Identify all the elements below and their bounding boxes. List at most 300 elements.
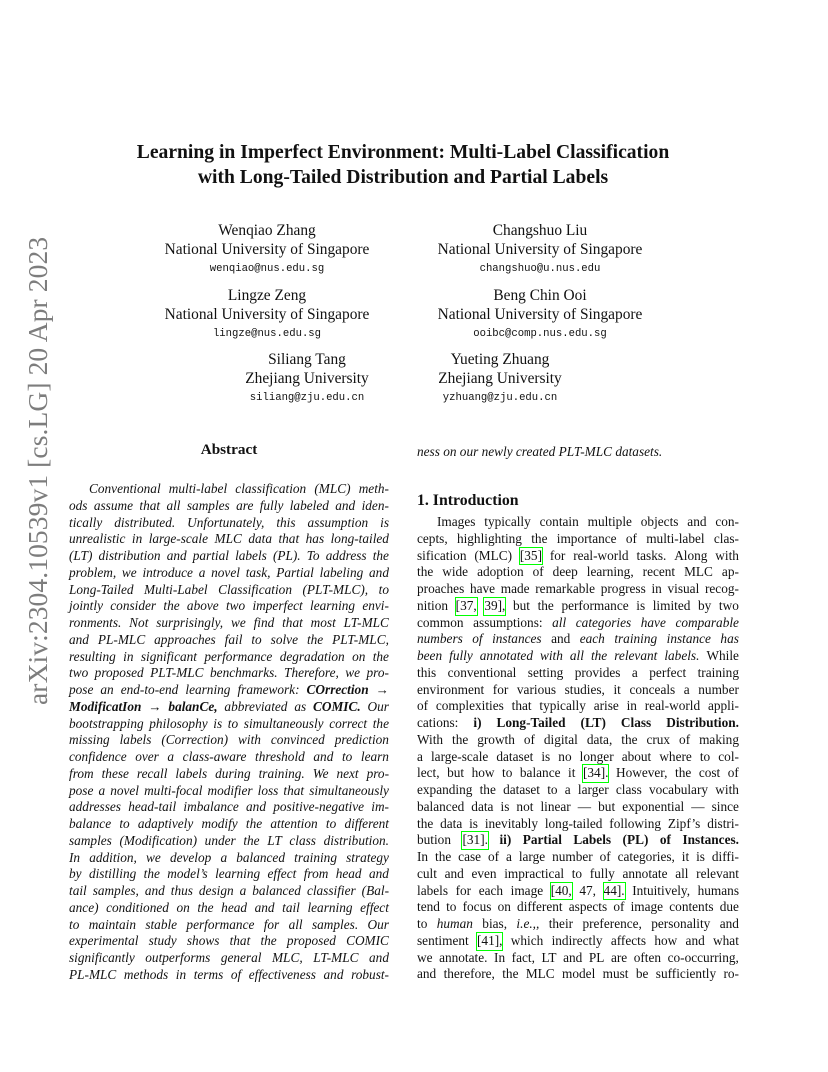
- word: provides: [574, 664, 621, 680]
- author-block: [152, 221, 382, 276]
- word: be: [635, 966, 649, 982]
- intro-line: [417, 799, 739, 816]
- word: growth: [477, 731, 515, 747]
- word: and: [368, 866, 389, 882]
- word: is: [541, 748, 551, 764]
- word: visual: [667, 581, 700, 596]
- author-affiliation: Zhejiang University: [245, 370, 369, 387]
- author-email[interactable]: wenqiao@nus.edu.sg: [209, 263, 325, 275]
- word: the: [245, 816, 263, 831]
- word: even: [471, 865, 497, 881]
- word: Our: [367, 698, 389, 714]
- word: case: [458, 849, 482, 864]
- word: (MLC): [474, 547, 512, 563]
- word: conditioned: [106, 899, 169, 915]
- word: thus: [170, 883, 193, 898]
- word: the: [502, 966, 519, 982]
- intro-line: [417, 581, 739, 598]
- word: Conventional: [89, 481, 161, 496]
- word: digital: [543, 731, 578, 747]
- abstract-line: [69, 582, 389, 599]
- word: imbalance: [183, 799, 239, 815]
- word: has: [305, 531, 325, 547]
- word: in: [175, 966, 187, 982]
- citation-link[interactable]: 44].: [603, 882, 625, 898]
- intro-line: [417, 715, 739, 732]
- word: two: [225, 598, 246, 614]
- word: made: [500, 581, 530, 596]
- word: how: [654, 932, 678, 948]
- word: typically: [539, 698, 586, 714]
- word: large-scale: [148, 531, 209, 547]
- word: the: [243, 832, 260, 848]
- abstract-line: [417, 444, 739, 461]
- word: complexities: [435, 698, 504, 714]
- word: Instances.: [682, 832, 739, 848]
- word: to: [547, 782, 558, 797]
- word: appli-: [707, 698, 739, 714]
- word: two: [718, 597, 739, 613]
- word: task,: [245, 564, 271, 580]
- word: labels: [417, 882, 449, 898]
- word: (Modification): [119, 832, 198, 848]
- word: of: [230, 966, 242, 982]
- word: recog-: [704, 581, 739, 596]
- word: ModificatIon: [69, 698, 142, 714]
- word: learning: [215, 866, 261, 882]
- author-affiliation: National University of Singapore: [164, 306, 370, 323]
- abstract-line: [69, 917, 389, 934]
- word: end-to-end: [120, 682, 179, 697]
- author-name: Wenqiao Zhang: [218, 222, 316, 239]
- word: in: [651, 581, 662, 596]
- word: during: [215, 765, 251, 781]
- word: (LT): [580, 715, 606, 730]
- word: we: [146, 849, 161, 865]
- word: annotate: [622, 865, 668, 881]
- word: all: [552, 614, 567, 630]
- word: terms: [193, 966, 224, 982]
- author-block: [425, 350, 575, 405]
- author-email[interactable]: changshuo@u.nus.edu: [479, 263, 601, 275]
- word: con-: [715, 514, 739, 529]
- intro-line: [417, 899, 739, 916]
- citation-link[interactable]: [37,: [455, 597, 477, 613]
- word: long-tailed: [544, 815, 603, 831]
- word: ro-: [723, 966, 739, 982]
- author-email[interactable]: lingze@nus.edu.sg: [212, 328, 322, 340]
- word: MLC: [525, 966, 555, 982]
- word: above: [186, 598, 219, 614]
- word: about: [621, 748, 652, 764]
- word: of: [532, 564, 544, 580]
- citation-link[interactable]: 39],: [484, 597, 506, 613]
- word: labeled: [289, 497, 329, 513]
- word: under: [204, 832, 236, 848]
- word: Intuitively,: [632, 882, 691, 898]
- abstract-line: [69, 749, 389, 766]
- abstract-line: [69, 766, 389, 783]
- intro-line: [417, 765, 739, 782]
- word: training: [697, 664, 739, 680]
- word: loss: [257, 782, 279, 798]
- word: it: [681, 849, 690, 864]
- word: is: [213, 715, 223, 731]
- word: PLT-MLC: [150, 665, 204, 681]
- word: shows: [186, 933, 220, 949]
- word: COMIC: [346, 933, 389, 949]
- word: resulting: [69, 648, 116, 664]
- word: conceals: [629, 681, 676, 697]
- word: a: [220, 849, 228, 865]
- word: to: [699, 748, 711, 764]
- word: to: [341, 749, 353, 764]
- word: Our: [367, 916, 389, 932]
- word: outperforms: [145, 950, 211, 965]
- word: meth-: [358, 481, 389, 496]
- abstract-line: [69, 967, 389, 984]
- word: we: [417, 949, 433, 965]
- word: over: [135, 749, 159, 764]
- word: common: [417, 614, 464, 630]
- word: categories,: [617, 849, 675, 864]
- intro-line: [417, 916, 739, 933]
- word: proposed: [94, 665, 144, 681]
- word: all: [675, 865, 689, 881]
- word: learning: [310, 598, 356, 614]
- abstract-line: [69, 716, 389, 733]
- word: of: [487, 849, 500, 864]
- word: surprisingly,: [156, 615, 224, 630]
- word: all: [288, 916, 303, 932]
- word: it: [613, 681, 621, 697]
- word: With: [417, 731, 444, 747]
- word: it: [568, 765, 576, 781]
- word: the: [590, 648, 608, 663]
- word: the: [452, 731, 469, 747]
- abstract-line: [69, 531, 389, 548]
- word: fail: [224, 631, 243, 647]
- word: in: [626, 698, 637, 714]
- word: labels: [235, 548, 267, 563]
- abstract-line: [69, 548, 389, 565]
- word: MLC: [214, 531, 242, 547]
- word: COrrection: [306, 682, 369, 697]
- word: importance: [556, 530, 617, 546]
- word: the: [537, 597, 554, 613]
- word: learning,: [586, 564, 634, 580]
- word: and: [313, 749, 334, 764]
- word: correct: [329, 715, 368, 731]
- intro-line: [417, 816, 739, 833]
- word: and: [69, 631, 89, 647]
- word: unrealistic: [69, 531, 126, 547]
- word: of: [417, 698, 429, 714]
- word: that: [278, 531, 300, 547]
- word: samples.: [311, 916, 359, 932]
- word: numbers: [417, 631, 463, 647]
- word: i): [473, 715, 482, 730]
- word: significantly: [69, 950, 135, 965]
- word: (LT): [69, 548, 93, 563]
- word: in: [123, 648, 134, 664]
- word: sification: [417, 547, 467, 563]
- author-name: Beng Chin Ooi: [493, 287, 587, 304]
- word: threshold: [255, 749, 305, 764]
- word: To: [306, 548, 320, 563]
- word: objects: [640, 514, 679, 529]
- word: positive-negative: [273, 799, 365, 815]
- word: that: [229, 933, 251, 949]
- word: categories: [575, 614, 632, 630]
- word: strategy: [346, 849, 389, 865]
- word: (PL).: [272, 548, 301, 563]
- word: must: [602, 966, 629, 982]
- word: sufficiently: [655, 966, 717, 982]
- word: humans: [697, 882, 739, 898]
- word: tasks.: [636, 547, 667, 563]
- word: annotate.: [439, 949, 488, 965]
- abstract-line: [69, 632, 389, 649]
- word: and: [246, 799, 266, 815]
- word: real-world: [644, 698, 701, 714]
- word: address: [325, 548, 367, 563]
- word: the: [306, 631, 324, 647]
- abstract-line: [69, 833, 389, 850]
- word: aspects: [568, 899, 608, 915]
- word: MLC: [684, 564, 713, 580]
- author-email[interactable]: ooibc@comp.nus.edu.sg: [473, 328, 607, 340]
- word: effect: [267, 866, 297, 882]
- word: and: [719, 916, 739, 931]
- word: on: [497, 899, 511, 915]
- word: longer: [579, 748, 614, 764]
- word: all: [166, 497, 181, 513]
- word: In: [417, 849, 429, 864]
- word: the: [372, 548, 389, 563]
- word: learn: [360, 749, 389, 764]
- word: proaches: [417, 581, 465, 596]
- word: and: [369, 950, 389, 965]
- word: multi-label: [646, 530, 705, 546]
- abstract-line: [69, 699, 389, 716]
- word: training: [294, 849, 337, 865]
- word: balanced: [236, 849, 285, 865]
- author-email[interactable]: yzhuang@zju.edu.cn: [442, 392, 558, 404]
- word: samples: [186, 497, 230, 513]
- word: their: [548, 916, 574, 931]
- author-name: Changshuo Liu: [492, 222, 588, 239]
- word: attention: [270, 816, 318, 831]
- abstract-continuation: [417, 444, 739, 461]
- word: data: [248, 531, 272, 547]
- word: nition: [417, 597, 449, 613]
- word: deep: [552, 564, 578, 580]
- word: larger: [577, 782, 609, 797]
- citation-link[interactable]: [35]: [519, 547, 542, 563]
- word: different: [517, 899, 563, 915]
- word: novel: [211, 564, 240, 580]
- word: cepts,: [417, 530, 448, 546]
- author-affiliation: Zhejiang University: [438, 370, 562, 387]
- word: approaches: [154, 631, 216, 647]
- intro-line: [417, 682, 739, 699]
- word: following: [609, 815, 662, 831]
- citation-link[interactable]: [34].: [582, 765, 609, 781]
- word: on: [176, 899, 190, 915]
- word: have: [469, 581, 496, 596]
- word: is: [636, 597, 646, 613]
- word: typically: [484, 514, 531, 529]
- word: different: [344, 816, 389, 831]
- word: training.: [258, 765, 305, 781]
- word: an: [100, 682, 114, 697]
- word: a: [505, 849, 512, 864]
- word: While: [706, 648, 739, 663]
- word: proposed: [286, 933, 336, 949]
- word: (Bal-: [361, 883, 389, 898]
- word: with: [238, 732, 261, 748]
- word: real-world: [573, 547, 629, 563]
- word: we: [230, 615, 246, 630]
- word: to: [571, 865, 583, 881]
- word: i.e.,,: [516, 916, 540, 931]
- word: head: [221, 899, 248, 915]
- word: recall: [136, 765, 168, 781]
- word: im-: [371, 799, 389, 815]
- word: of: [523, 731, 535, 747]
- word: performance: [186, 916, 255, 932]
- word: labels: [175, 765, 208, 781]
- word: datasets.: [615, 444, 663, 459]
- citation-link[interactable]: [40,: [550, 882, 572, 898]
- word: created: [515, 444, 556, 459]
- word: but: [598, 798, 616, 814]
- word: LT-MLC: [343, 615, 389, 630]
- word: classifier: [306, 883, 356, 898]
- citation-link[interactable]: [31].: [462, 832, 488, 848]
- word: balanced: [252, 883, 301, 898]
- word: the: [621, 731, 638, 747]
- word: degradation: [279, 648, 345, 664]
- word: performance: [561, 597, 629, 613]
- word: since: [711, 798, 739, 814]
- word: has: [720, 631, 739, 647]
- word: pose: [69, 782, 94, 798]
- word: cations:: [417, 715, 459, 730]
- word: the: [260, 933, 277, 949]
- word: all: [569, 648, 584, 663]
- word: vocabulary: [648, 782, 709, 797]
- word: contain: [539, 514, 579, 529]
- author-name: Lingze Zeng: [227, 287, 307, 304]
- word: methods: [123, 966, 169, 982]
- word: relevant: [696, 865, 739, 881]
- word: model: [562, 966, 596, 982]
- word: ap-: [721, 564, 739, 580]
- word: and: [551, 631, 571, 647]
- word: Multi-Label: [144, 581, 208, 597]
- word: fully: [259, 497, 284, 513]
- word: to: [502, 765, 513, 781]
- intro-line: [417, 615, 739, 632]
- word: of: [472, 631, 483, 647]
- word: balance: [69, 816, 112, 831]
- word: col-: [718, 748, 739, 764]
- author-email[interactable]: siliang@zju.edu.cn: [249, 392, 365, 404]
- word: —: [691, 798, 705, 814]
- word: prediction: [334, 732, 389, 748]
- word: diffi-: [711, 849, 739, 864]
- word: Along: [674, 547, 708, 563]
- word: ness: [417, 444, 440, 459]
- intro-line: [417, 782, 739, 799]
- word: sentiment: [417, 932, 469, 948]
- word: each: [478, 882, 504, 898]
- intro-line: [417, 832, 739, 849]
- word: (MLC): [314, 481, 351, 496]
- word: the: [417, 815, 434, 831]
- word: image: [630, 899, 664, 915]
- word: problem,: [69, 564, 117, 580]
- word: the: [675, 765, 692, 781]
- author-affiliation: National University of Singapore: [437, 306, 643, 323]
- word: tail: [282, 899, 300, 915]
- word: of: [599, 849, 611, 864]
- intro-line: [417, 950, 739, 967]
- word: PLT-MLC: [558, 444, 613, 459]
- abstract-line: [69, 783, 389, 800]
- word: MLC,: [271, 950, 303, 965]
- word: is: [469, 815, 478, 831]
- word: and: [144, 883, 165, 898]
- word: jointly: [69, 598, 103, 614]
- introduction-body: [417, 514, 739, 983]
- word: head-tail: [128, 799, 177, 815]
- word: making: [699, 731, 739, 747]
- word: PL-MLC: [69, 966, 117, 982]
- word: of: [625, 530, 637, 546]
- word: data: [471, 798, 494, 814]
- citation-link[interactable]: [41],: [477, 932, 503, 948]
- word: introduce: [142, 564, 193, 580]
- word: to: [378, 581, 389, 597]
- word: is: [500, 798, 510, 814]
- word: head: [335, 866, 362, 882]
- word: wide: [442, 564, 469, 580]
- word: Unfortunately,: [187, 514, 265, 530]
- word: PLT-MLC,: [332, 631, 389, 647]
- word: and: [335, 497, 356, 513]
- intro-line: [417, 849, 739, 866]
- word: and: [417, 966, 437, 982]
- word: Classification: [218, 581, 292, 597]
- word: relevant: [614, 648, 658, 663]
- word: focus: [462, 899, 492, 915]
- abstract-body: [69, 481, 389, 984]
- abstract-line: [69, 799, 389, 816]
- word: distribution: [98, 548, 161, 563]
- word: large: [518, 849, 546, 864]
- word: to: [446, 899, 457, 915]
- word: missing: [69, 732, 110, 748]
- intro-line: [417, 531, 739, 548]
- word: from: [303, 866, 329, 882]
- word: labeling: [319, 564, 364, 580]
- title-line-1: Learning in Imperfect Environment: Multi-Label Classification: [136, 142, 670, 163]
- word: where: [659, 748, 692, 764]
- word: conventional: [447, 664, 517, 680]
